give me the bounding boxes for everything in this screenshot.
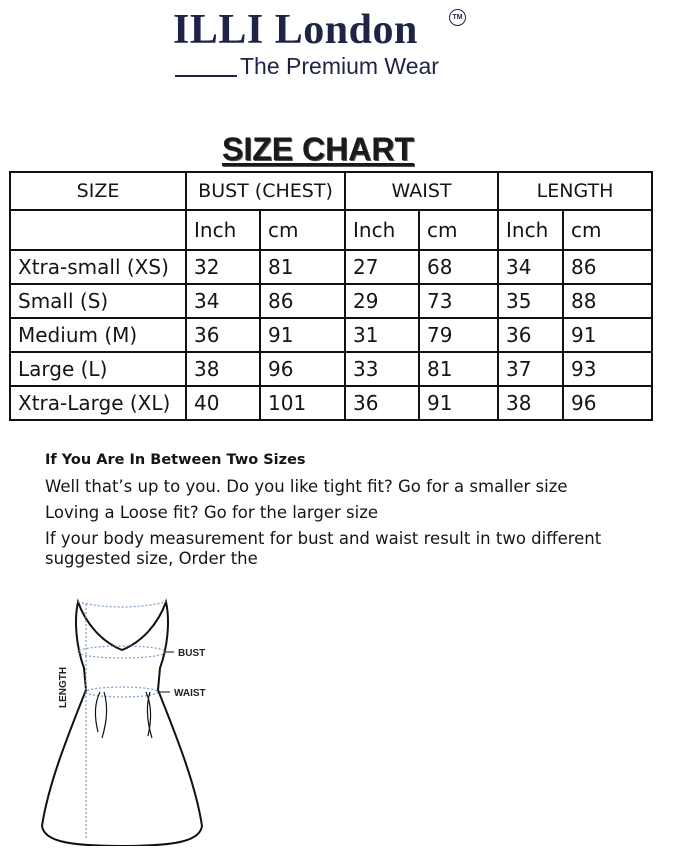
value-cell: 40 (186, 386, 260, 420)
dress-outline-icon (42, 602, 202, 846)
brand-tagline: The Premium Wear (240, 53, 439, 79)
notes-line: Well that’s up to you. Do you like tight fit? Go for a smaller size (45, 477, 568, 496)
value-cell: 31 (345, 318, 419, 352)
value-cell: 73 (419, 284, 498, 318)
header-size: SIZE (10, 172, 186, 210)
unit-cell: Inch (345, 210, 419, 250)
value-cell: 91 (419, 386, 498, 420)
trademark-badge: TM (449, 9, 466, 26)
brand-name: ILLI London (173, 7, 418, 53)
size-label: Small (S) (10, 284, 186, 318)
unit-cell: Inch (498, 210, 563, 250)
value-cell: 88 (563, 284, 652, 318)
table-units-row (10, 210, 652, 250)
value-cell: 96 (260, 352, 345, 386)
value-cell: 36 (186, 318, 260, 352)
table-row (10, 284, 652, 318)
table-row (10, 386, 652, 420)
value-cell: 68 (419, 250, 498, 284)
value-cell: 34 (186, 284, 260, 318)
value-cell: 34 (498, 250, 563, 284)
notes-line: suggested size, Order the (45, 549, 258, 568)
value-cell: 79 (419, 318, 498, 352)
value-cell: 86 (563, 250, 652, 284)
sizing-notes (45, 452, 601, 569)
header-bust: BUST (CHEST) (186, 172, 345, 210)
value-cell: 81 (260, 250, 345, 284)
header-length: LENGTH (498, 172, 652, 210)
unit-cell: Inch (186, 210, 260, 250)
table-header-row (10, 172, 652, 210)
size-chart-table (9, 171, 653, 421)
value-cell: 86 (260, 284, 345, 318)
notes-line: Loving a Loose fit? Go for the larger size (45, 503, 379, 522)
bust-label: BUST (178, 648, 206, 659)
table-row (10, 318, 652, 352)
value-cell: 91 (260, 318, 345, 352)
table-row (10, 250, 652, 284)
table-row (10, 352, 652, 386)
size-chart-title: SIZE CHART (222, 131, 414, 167)
dress-measurement-diagram (40, 590, 240, 846)
value-cell: 38 (186, 352, 260, 386)
value-cell: 91 (563, 318, 652, 352)
value-cell: 96 (563, 386, 652, 420)
size-label: Medium (M) (10, 318, 186, 352)
value-cell: 93 (563, 352, 652, 386)
value-cell: 37 (498, 352, 563, 386)
value-cell: 81 (419, 352, 498, 386)
value-cell: 33 (345, 352, 419, 386)
size-label: Xtra-Large (XL) (10, 386, 186, 420)
value-cell: 101 (260, 386, 345, 420)
tagline-rule (175, 75, 237, 77)
unit-cell: cm (260, 210, 345, 250)
size-label: Xtra-small (XS) (10, 250, 186, 284)
value-cell: 36 (498, 318, 563, 352)
value-cell: 35 (498, 284, 563, 318)
value-cell: 29 (345, 284, 419, 318)
unit-cell: cm (563, 210, 652, 250)
notes-line: If your body measurement for bust and waist result in two different (45, 529, 602, 548)
length-label: LENGTH (58, 666, 69, 708)
units-blank (10, 210, 186, 250)
value-cell: 32 (186, 250, 260, 284)
waist-label: WAIST (174, 688, 206, 699)
notes-title: If You Are In Between Two Sizes (45, 452, 306, 468)
value-cell: 27 (345, 250, 419, 284)
header-waist: WAIST (345, 172, 498, 210)
value-cell: 38 (498, 386, 563, 420)
value-cell: 36 (345, 386, 419, 420)
size-label: Large (L) (10, 352, 186, 386)
unit-cell: cm (419, 210, 498, 250)
